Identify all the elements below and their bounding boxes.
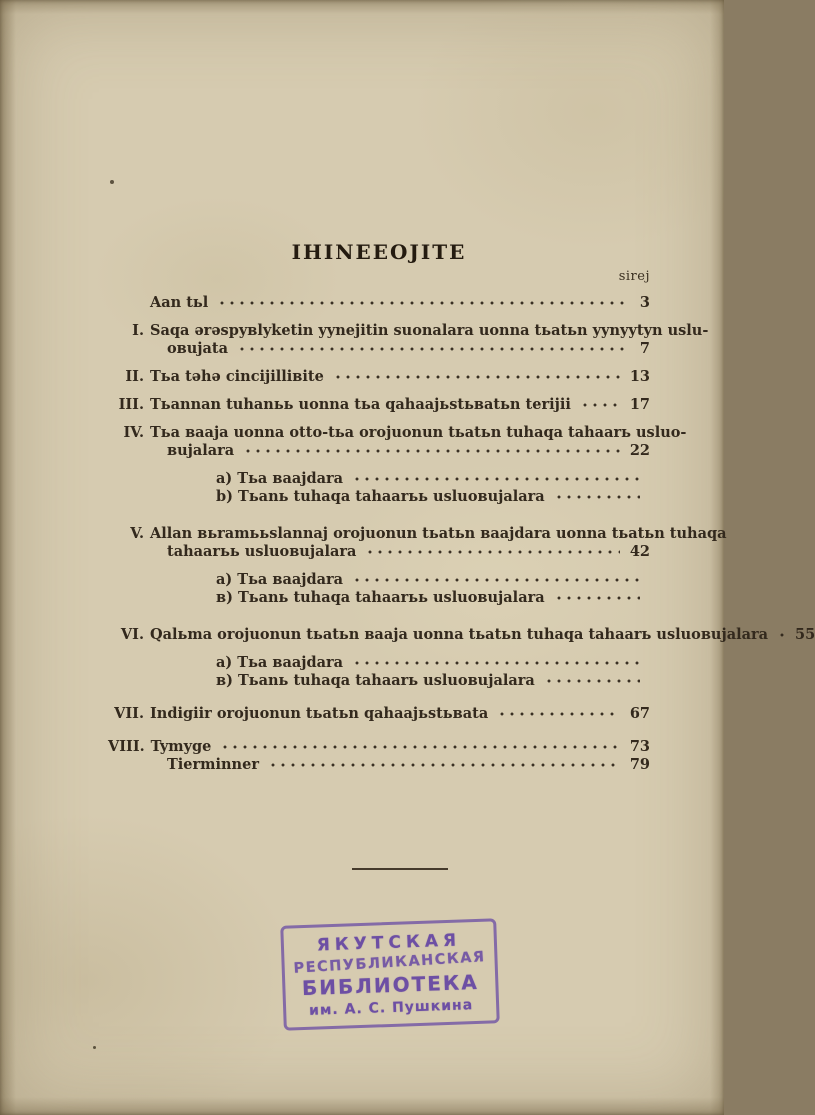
dot-leader [333, 371, 620, 383]
toc-entry-number: V. [130, 525, 144, 542]
toc-entry-text: Saqa ərəspyʙlyketin yynejitin suonalara uonna tьatьn yynyytyn uslu- [150, 322, 709, 339]
dot-leader [237, 343, 630, 355]
page-column-label: sirej [618, 269, 650, 284]
dot-leader [497, 708, 620, 720]
dot-leader [580, 399, 620, 411]
dot-leader [243, 445, 620, 457]
stamp-line-1: ЯКУТСКАЯ [316, 930, 462, 956]
toc-subentry [108, 488, 650, 506]
toc-entry-text: a) Tьa ʙaajdara [216, 654, 344, 671]
toc-entry-text: Tymyge [150, 738, 212, 755]
toc-entry-number: III. [118, 396, 144, 413]
toc-page-number: 22 [629, 442, 650, 459]
toc-entry-number: VI. [120, 626, 144, 643]
toc-entry-text: Tьa ʙaaja uonna otto-tьa orojuonun tьatьn tuhaqa tahaarь usluo- [150, 424, 687, 441]
toc-entry-text: ʙujalara [167, 442, 235, 459]
toc-entry-number: VII. [114, 705, 144, 722]
toc-page-number: 55 [795, 626, 815, 643]
toc-subentry [108, 571, 650, 589]
toc-entry-continuation [108, 756, 650, 774]
stamp-line-3: БИБЛИОТЕКА [301, 969, 480, 1001]
dot-leader [352, 473, 640, 485]
toc-page-number: 13 [629, 368, 650, 385]
toc-page-number: 67 [629, 705, 650, 722]
toc-page-number: 73 [629, 738, 650, 755]
toc-entry-continuation [108, 340, 650, 358]
toc-entry-text: Tierminner [167, 756, 259, 773]
dot-leader [217, 297, 630, 309]
toc-entry [108, 525, 727, 543]
toc-entry-text: a) Tьa ʙaajdara [216, 571, 344, 588]
toc-entry-number: II. [125, 368, 144, 385]
toc-entry-text: oʙujata [167, 340, 229, 357]
toc-entry [108, 396, 650, 414]
toc-entry-text: Aan tьl [150, 294, 209, 311]
dot-leader [220, 741, 619, 753]
toc-subentry [108, 654, 650, 672]
toc-entry-text: Indigiir orojuonun tьatьn qahaajьstьʙata [150, 705, 489, 722]
toc-entry-text: Tьannan tuhanьь uonna tьa qahaajьstьʙatьn terijii [150, 396, 571, 413]
toc-entry [108, 626, 815, 644]
toc-page-number: 3 [639, 294, 650, 311]
toc-entry [108, 322, 709, 340]
dot-leader [544, 675, 640, 687]
toc-page-number: 17 [629, 396, 650, 413]
separator-rule [352, 868, 448, 870]
toc-entry [108, 738, 650, 756]
dot-leader [777, 629, 785, 641]
toc-entry-number: VIII. [108, 738, 145, 755]
toc-entry-text: в) Tьanь tuhaqa tahaarьь usluoʙujalara [216, 589, 545, 606]
toc-entry-text: a) Tьa ʙaajdara [216, 470, 344, 487]
toc-subentry [108, 589, 650, 607]
toc-page-number: 79 [629, 756, 650, 773]
toc-entry [108, 294, 650, 312]
toc-entry-text: Qalьma orojuonun tьatьn ʙaaja uonna tьatьn tuhaqa tahaarь usluoʙujalara [150, 626, 769, 643]
ink-speck [93, 1046, 96, 1049]
toc-entry [108, 368, 650, 386]
ink-speck [110, 180, 114, 184]
library-stamp [280, 918, 500, 1030]
toc-entry-text: tahaarьь usluoʙujalara [167, 543, 357, 560]
page-title: IHINEEOJITE [291, 240, 467, 264]
dot-leader [554, 491, 640, 503]
stamp-line-4: им. А. С. Пушкина [308, 997, 474, 1019]
toc-entry-text: b) Tьanь tuhaqa tahaarьь usluoʙujalara [216, 488, 545, 505]
toc-entry-text: в) Tьanь tuhaqa tahaarь usluoʙujalara [216, 672, 535, 689]
dot-leader [365, 546, 619, 558]
toc-entry-number: IV. [123, 424, 144, 441]
dot-leader [268, 759, 620, 771]
dot-leader [554, 592, 640, 604]
dot-leader [352, 574, 640, 586]
toc-entry-continuation [108, 442, 650, 460]
toc-page-number: 7 [639, 340, 650, 357]
toc-page-number: 42 [629, 543, 650, 560]
toc-entry [108, 705, 650, 723]
toc-entry-number: I. [132, 322, 144, 339]
toc-subentry [108, 470, 650, 488]
toc-entry-text: Allan ʙьramььslannaj orojuonun tьatьn ʙaajdara uonna tьatьn tuhaqa [150, 525, 727, 542]
stamp-line-2: РЕСПУБЛИКАНСКАЯ [293, 949, 487, 977]
toc-entry [108, 424, 687, 442]
toc-subentry [108, 672, 650, 690]
toc-entry-text: Tьa təhə cincijilliʙite [150, 368, 324, 385]
dot-leader [352, 657, 640, 669]
toc-entry-continuation [108, 543, 650, 561]
table-of-contents [108, 240, 815, 774]
